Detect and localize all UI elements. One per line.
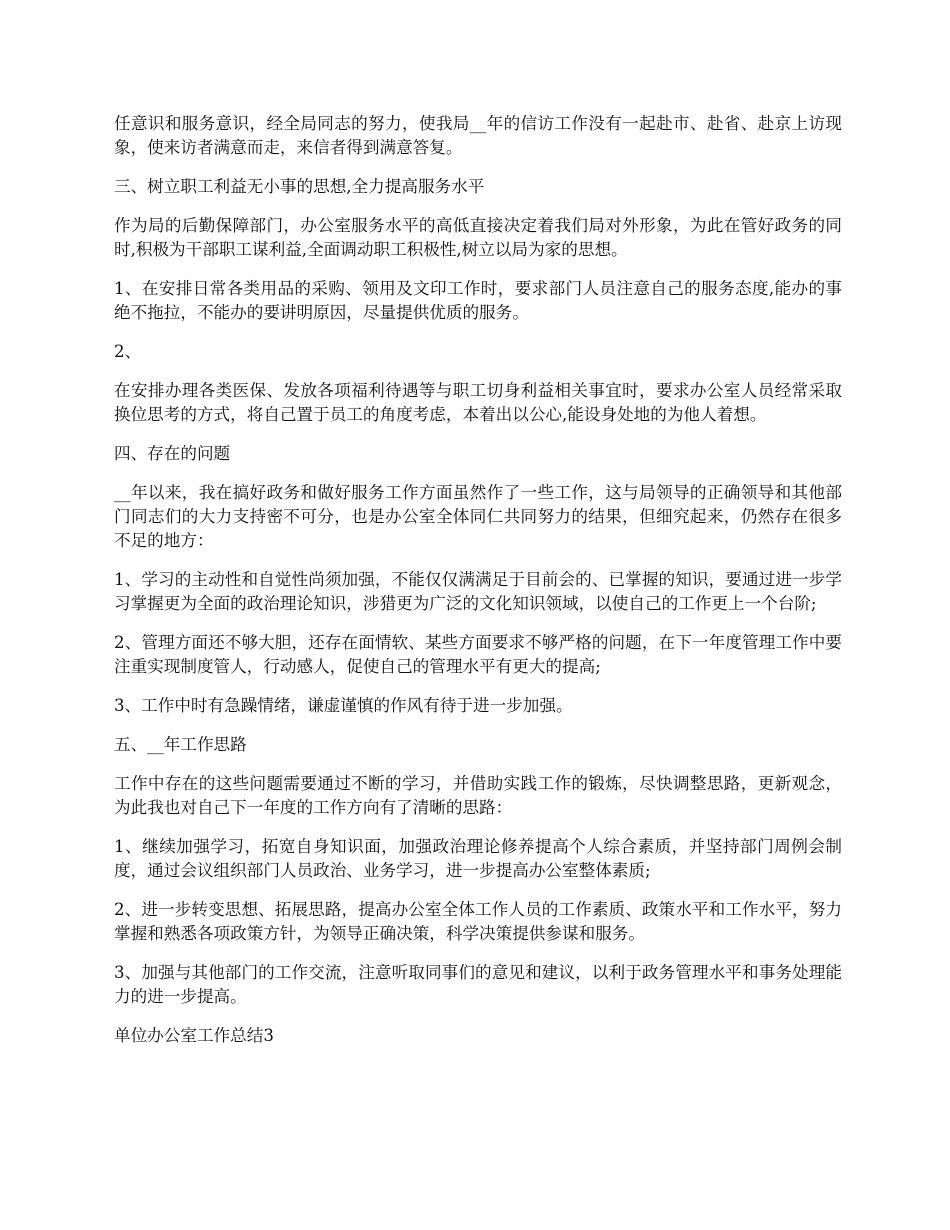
list-item: 2、管理方面还不够大胆，还存在面情软、某些方面要求不够严格的问题，在下一年度管理工作中要注重实现制度管人，行动感人，促使自己的管理水平有更大的提高;	[114, 633, 842, 676]
paragraph: __年以来，我在搞好政务和做好服务工作方面虽然作了一些工作，这与局领导的正确领导和其他部门同志们的大力支持密不可分，也是办公室全体同仁共同努力的结果，但细究起来，仍然存在很多不足的地方：	[114, 483, 842, 550]
paragraph: 工作中存在的这些问题需要通过不断的学习，并借助实践工作的锻炼，尽快调整思路，更新观念，为此我也对自己下一年度的工作方向有了清晰的思路：	[114, 774, 842, 817]
paragraph-continuation: 任意识和服务意识，经全局同志的努力，使我局__年的信访工作没有一起赴市、赴省、赴京上访现象，使来访者满意而走，来信者得到满意答复。	[114, 114, 842, 157]
section-heading-4: 四、存在的问题	[114, 444, 231, 463]
section-heading-5: 五、__年工作思路	[114, 735, 247, 754]
list-item: 2、进一步转变思想、拓展思路，提高办公室全体工作人员的工作素质、政策水平和工作水平，努力掌握和熟悉各项政策方针，为领导正确决策，科学决策提供参谋和服务。	[114, 900, 842, 943]
document-subtitle: 单位办公室工作总结3	[114, 1026, 274, 1045]
list-item: 3、工作中时有急躁情绪，谦虚谨慎的作风有待于进一步加强。	[114, 696, 573, 715]
list-item-number: 2、	[114, 342, 142, 361]
list-item: 1、继续加强学习，拓宽自身知识面，加强政治理论修养提高个人综合素质，并坚持部门周例会制度，通过会议组织部门人员政治、业务学习，进一步提高办公室整体素质;	[114, 837, 842, 880]
section-heading-3: 三、树立职工利益无小事的思想,全力提高服务水平	[114, 177, 485, 196]
document-page	[114, 112, 842, 1063]
list-item: 3、加强与其他部门的工作交流，注意听取同事们的意见和建议，以利于政务管理水平和事务处理能力的进一步提高。	[114, 963, 842, 1006]
list-item: 1、在安排日常各类用品的采购、领用及文印工作时，要求部门人员注意自己的服务态度,能办的事绝不拖拉，不能办的要讲明原因，尽量提供优质的服务。	[114, 279, 842, 322]
paragraph: 作为局的后勤保障部门，办公室服务水平的高低直接决定着我们局对外形象，为此在管好政务的同时,积极为干部职工谋利益,全面调动职工积极性,树立以局为家的思想。	[114, 216, 842, 259]
list-item: 1、学习的主动性和自觉性尚须加强，不能仅仅满满足于目前会的、已掌握的知识，要通过进一步学习掌握更为全面的政治理论知识，涉猎更为广泛的文化知识领域，以使自己的工作更上一个台阶;	[114, 570, 842, 613]
paragraph: 在安排办理各类医保、发放各项福利待遇等与职工切身利益相关事宜时，要求办公室人员经常采取换位思考的方式，将自己置于员工的角度考虑，本着出以公心,能设身处地的为他人着想。	[114, 381, 842, 424]
